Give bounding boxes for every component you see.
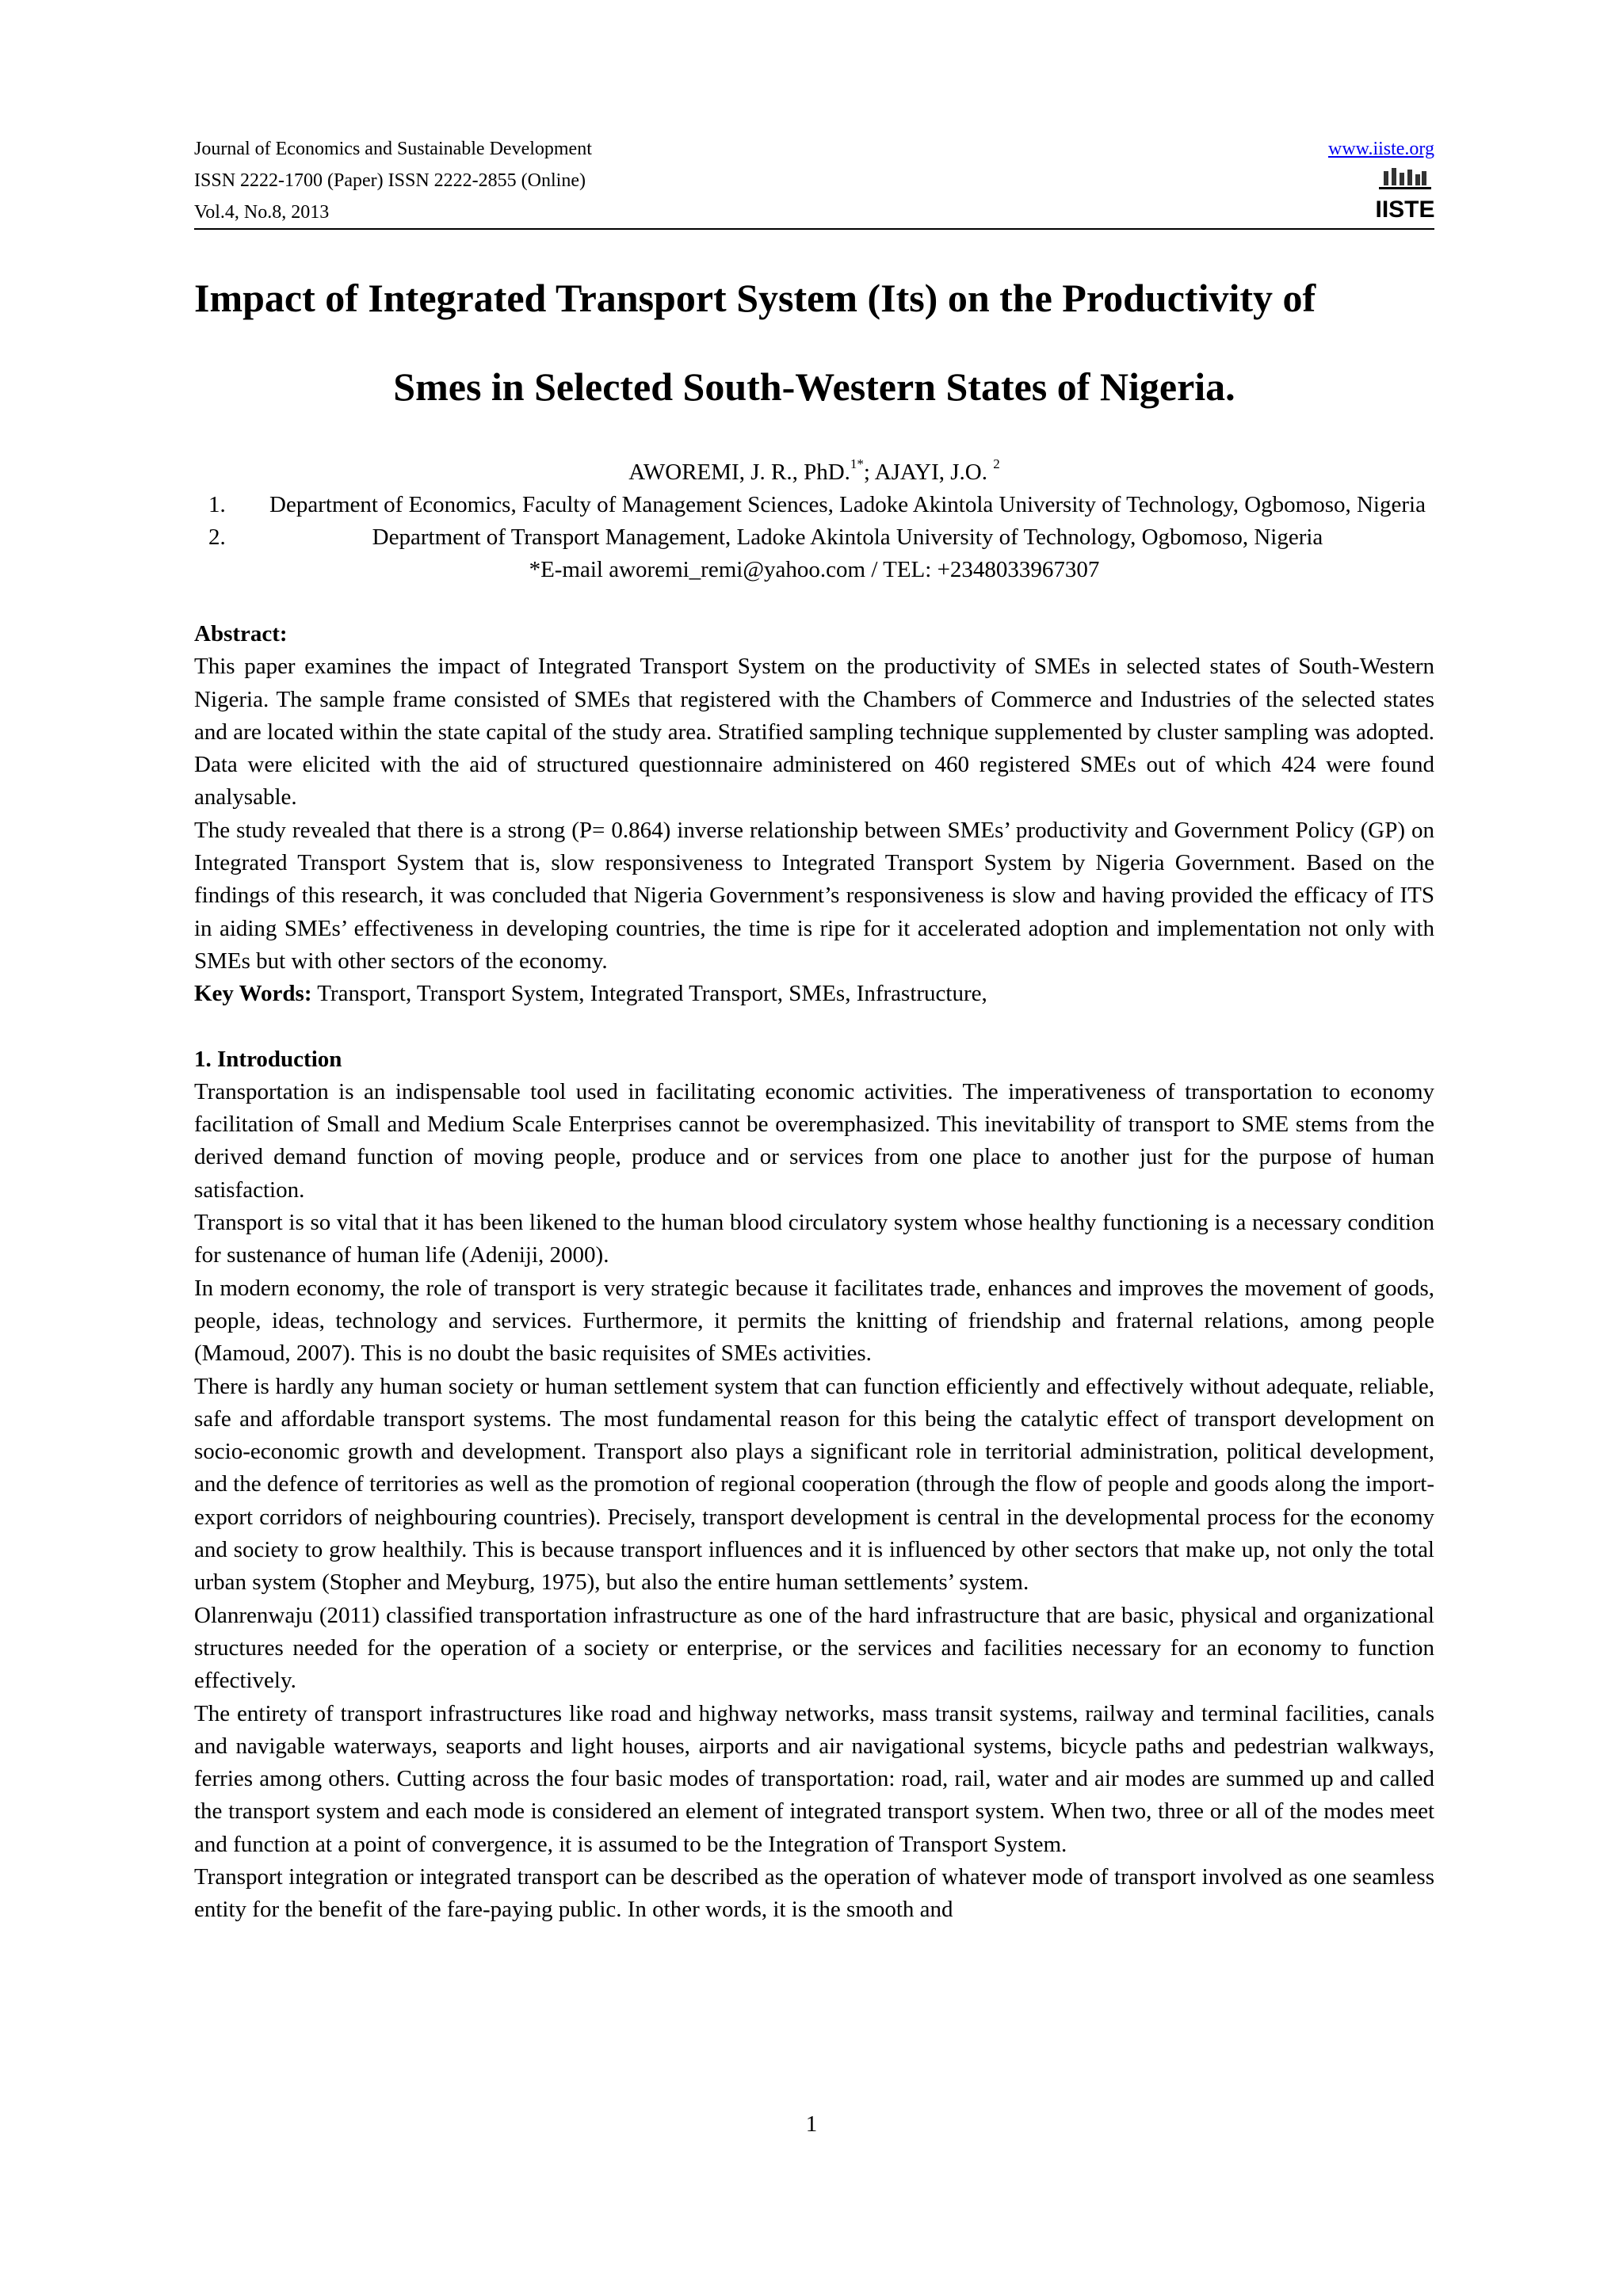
- author-1: AWOREMI, J. R., PhD.: [628, 460, 850, 485]
- affiliation-1: [194, 489, 1434, 521]
- abstract-heading: Abstract:: [194, 621, 288, 646]
- contact-email: *E-mail aworemi_remi@yahoo.com / TEL: +2348033967307: [529, 557, 1100, 582]
- affiliation-2: [194, 521, 1434, 554]
- abstract-paragraph: This paper examines the impact of Integrated Transport System on the productivity of SMEs in selected states of South-Western Nigeria. The sample frame consisted of SMEs that registered with the Chambers of Commerce and Industries of the selected states and are located within the state capital of the study area. Stratified sampling technique supplemented by cluster sampling was adopted. Data were elicited with the aid of structured questionnaire administered on 460 registered SMEs out of which 424 were found analysable.: [194, 654, 1434, 810]
- body-paragraph: Transport integration or integrated transport can be described as the operation of whatever mode of transport involved as one seamless entity for the benefit of the fare-paying public. In other words, it is the smooth and: [194, 1863, 1434, 1923]
- abstract-paragraph: The study revealed that there is a strong (P= 0.864) inverse relationship between SMEs’ productivity and Government Policy (GP) on Integrated Transport System that is, slow responsiveness to Integrated Transport System by Nigeria Government. Based on the findings of this research, it was concluded that Nigeria Government’s responsiveness is slow and having provided the efficacy of ITS in aiding SMEs’ effectiveness in developing countries, the time is ripe for it accelerated adoption and implementation not only with SMEs but with other sectors of the economy.: [194, 817, 1434, 974]
- author-line: [194, 456, 1434, 489]
- body-paragraph: Transportation is an indispensable tool used in facilitating economic activities. The imperativeness of transportation to economy facilitation of Small and Medium Scale Enterprises cannot be overemphasized. This inevitability of transport to SME stems from the derived demand function of moving people, produce and or services from one place to another just for the purpose of human satisfaction.: [194, 1078, 1434, 1203]
- keywords-list: Transport, Transport System, Integrated Transport, SMEs, Infrastructure,: [311, 981, 987, 1007]
- body-paragraph: Olanrenwaju (2011) classified transportation infrastructure as one of the hard infrastructure that are basic, physical and organizational structures needed for the operation of a society or enterprise, or the services and facilities necessary for an economy to function effectively.: [194, 1602, 1434, 1694]
- keywords: [194, 978, 1434, 1010]
- body-paragraph: The entirety of transport infrastructures like road and highway networks, mass transit systems, railway and terminal facilities, canals and navigable waterways, seaports and light houses, airports and air navigational systems, bicycle paths and pedestrian walkways, ferries among others. Cutting across the four basic modes of transportation: road, rail, water and air modes are summed up and called the transport system and each mode is considered an element of integrated transport system. When two, three or all of the modes meet and function at a point of convergence, it is assumed to be the Integration of Transport System.: [194, 1700, 1434, 1857]
- title-line-1: Impact of Integrated Transport System (Its) on the Productivity of: [194, 276, 1316, 320]
- logo-text: IISTE: [1375, 196, 1435, 223]
- paper-title: [194, 254, 1434, 431]
- body-paragraph: There is hardly any human society or human settlement system that can function efficiently and effectively without adequate, reliable, safe and affordable transport systems. The most fundamental reason for this being the catalytic effect of transport development on socio-economic growth and development. Transport also plays a significant role in territorial administration, political development, and the defence of territories as well as the promotion of regional cooperation (through the flow of people and goods along the import-export corridors of neighbouring countries). Precisely, transport development is central in the developmental process for the economy and society to grow healthily. This is because transport influences and it is influenced by other sectors that make up, not only the total urban system (Stopher and Meyburg, 1975), but also the entire human settlements’ system.: [194, 1373, 1434, 1596]
- affiliations: [194, 489, 1434, 554]
- introduction-heading: 1. Introduction: [194, 1046, 342, 1072]
- journal-name: Journal of Economics and Sustainable Development: [194, 139, 592, 159]
- author-2-mark: 2: [993, 456, 1000, 471]
- abstract-section: [194, 618, 1434, 1011]
- volume-issue: Vol.4, No.8, 2013: [194, 202, 330, 223]
- author-2: ; AJAYI, J.O.: [863, 460, 994, 485]
- affiliation-text: Department of Transport Management, Ladoke Akintola University of Technology, Ogbomoso, Nigeria: [372, 524, 1323, 550]
- affiliation-text: Department of Economics, Faculty of Management Sciences, Ladoke Akintola University of Technology, Ogbomoso, Nigeria: [269, 492, 1426, 517]
- introduction-section: [194, 1043, 1434, 1927]
- affiliation-number: 1.: [208, 492, 226, 517]
- iiste-logo-icon: [1375, 166, 1435, 225]
- journal-header: [194, 133, 1434, 230]
- body-paragraph: In modern economy, the role of transport is very strategic because it facilitates trade, enhances and improves the movement of goods, people, ideas, technology and services. Furthermore, it permits the knitting of friendship and fraternal relations, among people (Mamoud, 2007). This is no doubt the basic requisites of SMEs activities.: [194, 1275, 1434, 1367]
- website-link[interactable]: www.iiste.org: [1328, 139, 1434, 159]
- issn: ISSN 2222-1700 (Paper) ISSN 2222-2855 (Online): [194, 170, 586, 191]
- keywords-label: Key Words:: [194, 981, 312, 1007]
- title-line-2: Smes in Selected South-Western States of Nigeria.: [393, 364, 1235, 409]
- page-number: 1: [805, 2111, 818, 2137]
- paper-page: [194, 133, 1434, 1927]
- body-paragraph: Transport is so vital that it has been likened to the human blood circulatory system whose healthy functioning is a necessary condition for sustenance of human life (Adeniji, 2000).: [194, 1210, 1434, 1268]
- author-1-mark: 1*: [850, 456, 864, 471]
- affiliation-number: 2.: [208, 524, 226, 550]
